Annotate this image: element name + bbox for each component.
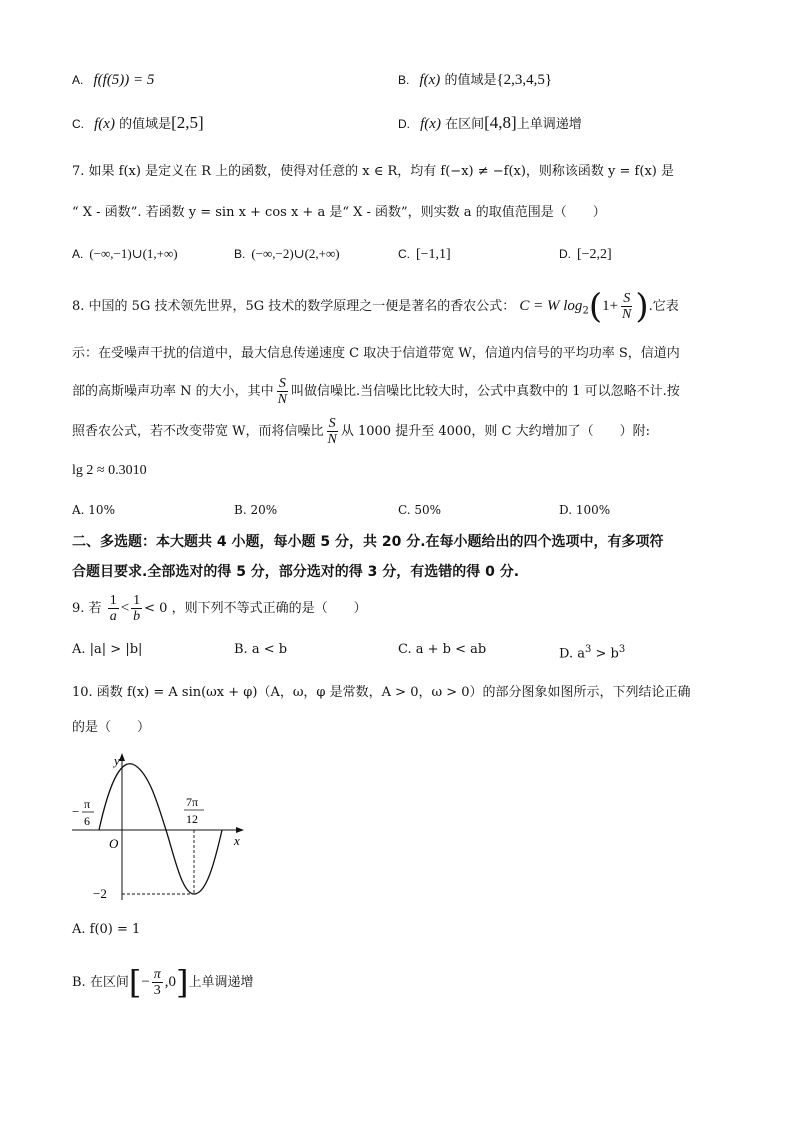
q7-option-c	[398, 244, 451, 265]
q6-option-a	[72, 70, 154, 91]
option-text: [−2,2]	[577, 247, 612, 262]
frac-num: 1	[133, 593, 141, 608]
right-tick-num: 7π	[186, 795, 199, 809]
interval-end: ,0	[164, 974, 177, 990]
fraction-s-over-n	[620, 291, 633, 322]
q9-text: 9. 若	[72, 601, 102, 616]
section-heading-line2: 合题目要求.全部选对的得 5 分，部分选对的得 3 分，有选错的得 0 分.	[72, 564, 520, 580]
less-than: <	[120, 600, 130, 616]
q8-appendix: lg 2 ≈ 0.3010	[72, 463, 147, 478]
log-base: 2	[582, 305, 589, 317]
option-text: > b	[591, 646, 619, 662]
q7-option-d	[559, 244, 612, 265]
origin-label: O	[109, 836, 119, 851]
sine-graph	[66, 750, 256, 910]
fraction-pi-over-3	[152, 967, 163, 998]
formula-one: 1+	[602, 298, 619, 314]
frac-num: S	[278, 376, 286, 391]
option-letter: D.	[398, 117, 410, 131]
q8-option-d: D. 100%	[559, 503, 611, 517]
left-tick-num: π	[84, 797, 91, 811]
frac-den: 3	[153, 983, 161, 998]
frac-num: S	[328, 416, 336, 431]
option-letter: D.	[559, 247, 571, 261]
option-text: B. 在区间	[72, 975, 129, 990]
q8-option-c: C. 50%	[398, 503, 442, 517]
option-text: D. a	[559, 646, 585, 662]
frac-den: N	[622, 307, 632, 322]
q7-stem-line1: 7. 如果 f(x) 是定义在 R 上的函数，使得对任意的 x ∈ R，均有 f(−x) ≠ −f(x)，则称该函数 y = f(x) 是	[72, 164, 674, 179]
option-text-mid: 在区间	[440, 117, 485, 132]
fraction-1-over-a	[108, 593, 119, 624]
option-interval: [4,8]	[484, 113, 517, 132]
y-axis-label: y	[114, 753, 120, 768]
y-axis-arrow	[119, 753, 125, 761]
q9-text: < 0 ，则下列不等式正确的是（ ）	[144, 601, 367, 616]
option-text: 上单调递增	[188, 975, 254, 990]
fraction-s-over-n	[326, 416, 339, 447]
q8-text: 8. 中国的 5G 技术领先世界，5G 技术的数学原理之一便是著名的香农公式：	[72, 299, 516, 314]
frac-den: N	[327, 432, 337, 447]
fraction-1-over-b	[131, 593, 142, 624]
option-letter: B.	[398, 73, 410, 87]
q8-text: 部的高斯噪声功率 N 的大小，其中	[72, 384, 274, 399]
q8-stem-line4	[72, 414, 650, 450]
q8-stem-line3	[72, 374, 680, 410]
option-text: f(f(5)) = 5	[93, 72, 155, 88]
q6-option-c	[72, 113, 204, 135]
q7-option-a	[72, 244, 178, 265]
option-text: (−∞,−2)∪(2,+∞)	[251, 246, 340, 261]
minus-sign: −	[141, 974, 150, 990]
q6-option-d	[398, 113, 582, 135]
section-heading-line1: 二、多选题：本大题共 4 小题，每小题 5 分，共 20 分.在每小题给出的四个选项中，有多项符	[72, 534, 664, 550]
bracket-close: ]	[176, 963, 189, 1002]
q10-option-a: A. f(0) = 1	[72, 922, 141, 937]
q8-text: 叫做信噪比.当信噪比比较大时，公式中真数中的 1 可以忽略不计.按	[290, 384, 680, 399]
left-tick-sign: −	[72, 804, 80, 819]
right-tick-den: 12	[186, 812, 198, 826]
option-text: f(x)	[419, 72, 441, 88]
frac-num: 1	[109, 593, 117, 608]
exponent: 3	[618, 644, 626, 655]
x-axis-label: x	[234, 833, 240, 848]
q8-option-a: A. 10%	[72, 503, 115, 517]
frac-den: b	[133, 609, 141, 624]
frac-num: S	[623, 291, 631, 306]
option-text-mid: 的值域是	[440, 73, 497, 88]
option-text: f(x)	[420, 116, 441, 132]
option-text-post: 上单调递增	[516, 117, 582, 132]
q10-stem-line2: 的是（ ）	[72, 720, 151, 735]
q9-option-b: B. a < b	[234, 642, 288, 657]
option-text: f(x)	[94, 116, 115, 132]
exponent: 3	[584, 644, 592, 655]
option-text-mid: 的值域是	[114, 117, 172, 132]
q8-text: 从 1000 提升至 4000，则 C 大约增加了（ ）附:	[340, 424, 651, 439]
option-letter: A.	[72, 73, 84, 87]
q8-stem-line1	[72, 286, 679, 332]
q8-text: .它表	[648, 299, 679, 314]
option-letter: C.	[398, 247, 410, 261]
option-letter: A.	[72, 247, 84, 261]
option-text: (−∞,−1)∪(1,+∞)	[89, 246, 178, 261]
q8-option-b: B. 20%	[234, 503, 278, 517]
q8-text: 照香农公式，若不改变带宽 W，而将信噪比	[72, 424, 324, 439]
q9-stem	[72, 590, 367, 627]
bracket-open: [	[128, 963, 142, 1002]
option-text: [−1,1]	[416, 247, 451, 262]
q10-stem-line1: 10. 函数 f(x) = A sin(ωx + φ)（A，ω，φ 是常数，A > 0，ω > 0）的部分图象如图所示，下列结论正确	[72, 685, 691, 700]
q10-option-b	[72, 960, 254, 1005]
q9-option-a: A. |a| > |b|	[72, 642, 143, 657]
option-letter: C.	[72, 117, 84, 131]
fraction-s-over-n	[276, 376, 289, 407]
q9-option-c: C. a + b < ab	[398, 642, 487, 657]
q9-option-d	[559, 640, 625, 664]
shannon-formula: C = W log	[519, 298, 583, 314]
sine-curve	[99, 764, 222, 894]
paren-close: )	[635, 286, 649, 327]
option-set: {2,3,4,5}	[496, 72, 553, 88]
frac-den: a	[109, 609, 117, 624]
q6-option-b	[398, 70, 552, 91]
q7-stem-line2: “ X - 函数”. 若函数 y = sin x + cos x + a 是“ X - 函数”，则实数 a 的取值范围是（ ）	[72, 205, 606, 220]
option-letter: B.	[234, 247, 246, 261]
option-interval: [2,5]	[171, 113, 204, 132]
min-value-label: −2	[93, 886, 107, 901]
frac-num: π	[153, 967, 161, 982]
frac-den: N	[277, 392, 287, 407]
q7-option-b	[234, 244, 340, 265]
left-tick-den: 6	[84, 814, 90, 828]
paren-open: (	[588, 286, 603, 327]
q8-stem-line2: 示：在受噪声干扰的信道中，最大信息传递速度 C 取决于信道带宽 W，信道内信号的平均功率 S，信道内	[72, 346, 680, 361]
